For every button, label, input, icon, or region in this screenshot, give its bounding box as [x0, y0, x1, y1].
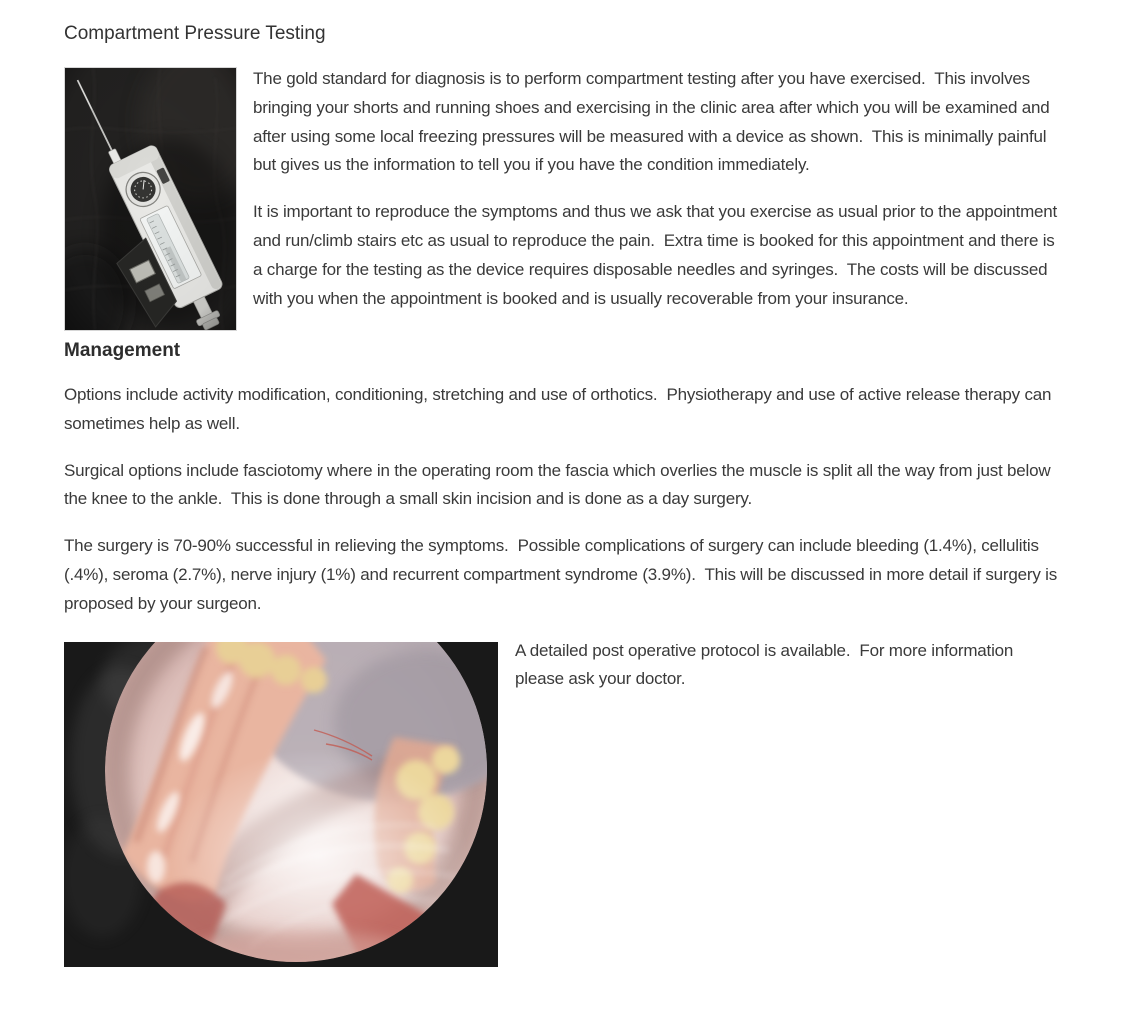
paragraph-surgical-options: Surgical options include fasciotomy where in the operating room the fascia which overlies the muscle is split all the way from just below the knee to the ankle. This is done through a small skin incision and is done as a day surgery. [64, 460, 1055, 509]
document-title: Compartment Pressure Testing [64, 23, 326, 44]
paragraph-symptom-reproduction: It is important to reproduce the symptoms and thus we ask that you exercise as usual prior to the appointment and run/climb stairs etc as usual to reproduce the pain. Extra time is booked for this appointment and there is a charge for the testing as the device requires disposable needles and syringes. The costs will be discussed with you when the appointment is booked and is usually recoverable from your insurance. [253, 202, 1062, 308]
endoscopic-view-photo-illustration [64, 642, 498, 967]
post-operative-section [64, 637, 1063, 695]
paragraph-conservative-options: Options include activity modification, conditioning, stretching and use of orthotics. Physiotherapy and use of active release therapy can sometimes help as well. [64, 385, 1056, 433]
management-heading: Management [64, 340, 181, 361]
endoscope-photo [64, 642, 498, 967]
testing-section [64, 65, 1063, 313]
pressure-device-photo-illustration [65, 68, 236, 330]
paragraph-post-operative: A detailed post operative protocol is available. For more information please ask your doctor. [515, 640, 1018, 689]
device-photo [64, 67, 237, 331]
paragraph-surgery-statistics: The surgery is 70-90% successful in relieving the symptoms. Possible complications of surgery can include bleeding (1.4%), cellulitis (.4%), seroma (2.7%), nerve injury (1%) and recurrent compartment syndrome (3.9%). This will be discussed in more detail if surgery is proposed by your surgeon. [64, 536, 1062, 613]
paragraph-testing-intro: The gold standard for diagnosis is to perform compartment testing after you have exercised. This involves bringing your shorts and running shoes and exercising in the clinic area after which you will be examined and after using some local freezing pressures will be measured with a device as shown. This is minimally painful but gives us the information to tell you if you have the condition immediately. [253, 69, 1055, 175]
